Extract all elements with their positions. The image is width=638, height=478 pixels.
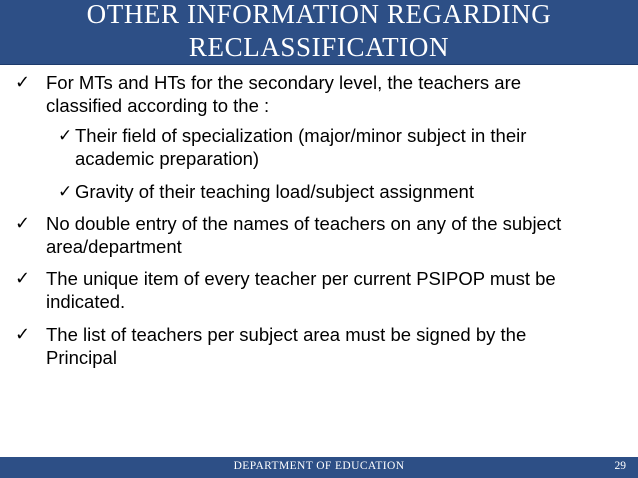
checkmark-icon: ✓ <box>15 72 31 93</box>
bullet-text: The unique item of every teacher per current PSIPOP must be indicated. <box>46 268 556 312</box>
bullet-text: The list of teachers per subject area must be signed by the Principal <box>46 324 527 368</box>
footer-text: DEPARTMENT OF EDUCATION <box>233 460 405 472</box>
bullet-item <box>15 324 575 369</box>
slide-title <box>0 0 638 64</box>
bullet-text: No double entry of the names of teachers on any of the subject area/department <box>46 213 562 257</box>
page-number: 29 <box>614 460 626 472</box>
sub-bullet-item <box>58 125 578 170</box>
sub-bullet-item <box>58 181 578 204</box>
checkmark-icon: ✓ <box>15 324 31 345</box>
bullet-item <box>15 268 575 313</box>
title-bar <box>0 0 638 65</box>
bullet-text: For MTs and HTs for the secondary level, the teachers are classified according to the : <box>46 72 522 116</box>
checkmark-icon: ✓ <box>15 213 31 234</box>
bullet-text: Their field of specialization (major/minor subject in their academic preparation) <box>75 125 527 169</box>
bullet-item <box>15 72 575 117</box>
checkmark-icon: ✓ <box>15 268 31 289</box>
bullet-item <box>15 213 575 258</box>
slide-title-line-2: RECLASSIFICATION <box>188 32 450 62</box>
footer-bar <box>0 457 638 478</box>
checkmark-icon: ✓ <box>58 126 73 146</box>
checkmark-icon: ✓ <box>58 182 73 202</box>
bullet-text: Gravity of their teaching load/subject assignment <box>75 181 474 202</box>
slide-title-line-1: OTHER INFORMATION REGARDING <box>86 0 552 29</box>
